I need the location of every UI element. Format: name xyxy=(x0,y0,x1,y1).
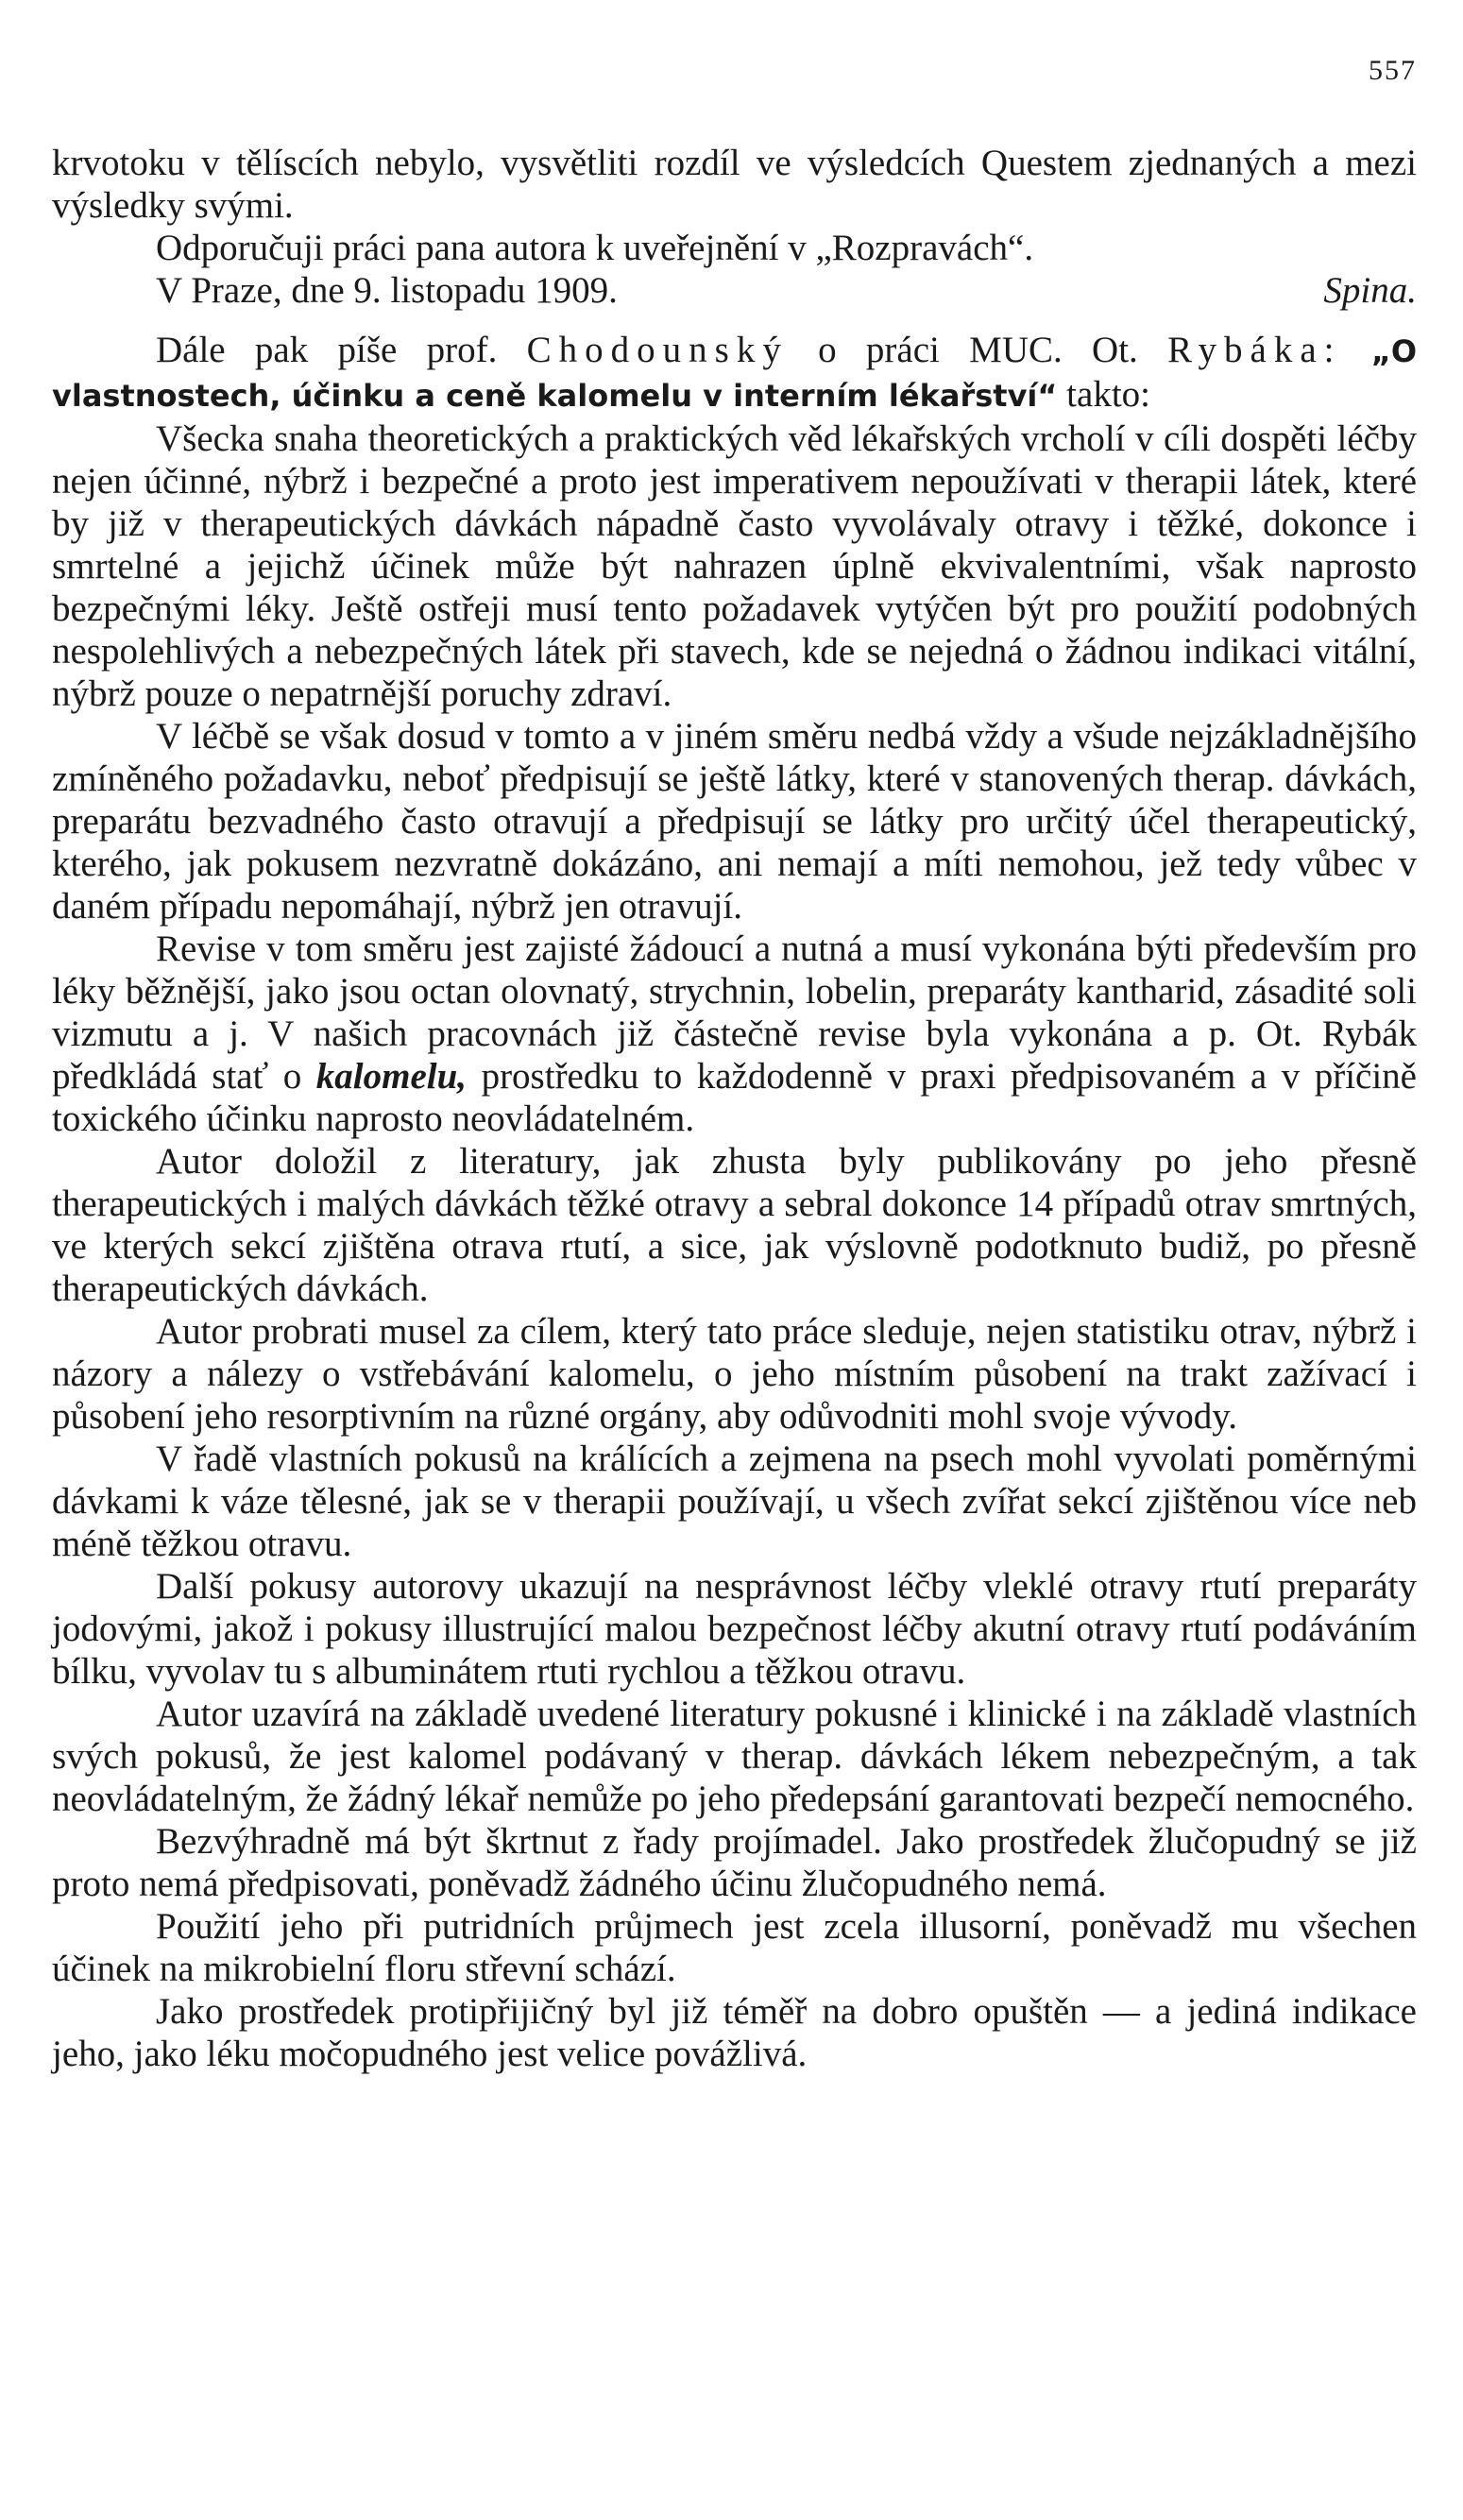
paragraph: Použití jeho při putridních průjmech jest zcela illusorní, poněvadž mu všechen účinek na mikrobielní floru střevní schází. xyxy=(52,1906,1417,1989)
author-name: Rybáka: xyxy=(1167,330,1342,370)
revise-text-before: Revise v tom směru jest zajisté žádoucí a nutná a musí vykonána býti především pro léky běžnější, jako jsou octan olovnatý, strychnin, lobelin, preparáty kantharid, zásadité soli vizmutu a j. V našich pracovnách již částečně revise byla vykonána a p. Ot. Rybák předkládá stať o xyxy=(52,928,1417,1097)
opening-paragraph: krvotoku v tělíscích nebylo, vysvětliti rozdíl ve výsledcích Questem zjednaných a mezi výsledky svými. xyxy=(52,143,1417,226)
page-number: 557 xyxy=(1369,55,1417,86)
place-date: V Praze, dne 9. listopadu 1909. xyxy=(156,270,618,311)
work-title: „O vlastnostech, účinku a ceně kalomelu v interním lékařství“ xyxy=(52,333,1418,414)
paragraph: Autor doložil z literatury, jak zhusta byly publikovány po jeho přesně therapeutických i malých dávkách těžké otravy a sebral dokonce 14 případů otrav smrtných, ve kterých sekcí zjištěna otrava rtutí, a sice, jak výslovně podotknuto budiž, po přesně therapeutických dávkách. xyxy=(52,1141,1417,1309)
signature: Spina. xyxy=(1323,270,1417,311)
body-text xyxy=(52,142,1417,2075)
place-date-signature xyxy=(52,269,1417,312)
paragraph: V léčbě se však dosud v tomto a v jiném směru nedbá vždy a všude nejzákladnějšího zmíněného požadavku, neboť předpisují se ještě látky, které v stanovených therap. dávkách, preparátu bezvadného často otravují a předpisují se látky pro určitý účel therapeutický, kterého, jak pokusem nezvratně dokázáno, ani nemají a míti nemohou, jež tedy vůbec v daném případu nepomáhají, nýbrž jen otravují. xyxy=(52,716,1417,927)
paragraph: Jako prostředek protipřijičný byl již téměř na dobro opuštěn — a jediná indikace jeho, jako léku močopudného jest velice povážlivá. xyxy=(52,1991,1417,2074)
second-review-intro xyxy=(52,329,1417,417)
intro-middle: o práci MUC. Ot. xyxy=(818,330,1138,370)
paragraph: Autor uzavírá na základě uvedené literatury pokusné i klinické i na základě vlastních svých pokusů, že jest kalomel podávaný v therap. dávkách lékem nebezpečným, a tak neovládatelným, že žádný lékař nemůže po jeho předepsání garantovati bezpečí nemocného. xyxy=(52,1694,1417,1819)
paragraph: Další pokusy autorovy ukazují na nesprávnost léčby vleklé otravy rtutí preparáty jodovými, jakož i pokusy illustrující malou bezpečnost léčby akutní otravy rtutí podáváním bílku, vyvolav tu s albuminátem rtuti rychlou a těžkou otravu. xyxy=(52,1566,1417,1692)
paragraph: Autor probrati musel za cílem, který tato práce sleduje, nejen statistiku otrav, nýbrž i názory a nálezy o vstřebávání kalomelu, o jeho místním působení na trakt zažívací i působení jeho resorptivním na různé orgány, aby odůvodniti mohl svoje vývody. xyxy=(52,1311,1417,1437)
revise-paragraph xyxy=(52,928,1417,1140)
revise-text-after: prostředku to každodenně v praxi předpisovaném a v příčině toxického účinku naprosto neovládatelném. xyxy=(52,1056,1417,1139)
intro-after-title: takto: xyxy=(1066,374,1150,415)
intro-before-name: Dále pak píše prof. xyxy=(156,330,498,370)
paragraph: V řadě vlastních pokusů na králících a zejmena na psech mohl vyvolati poměrnými dávkami k váze tělesné, jak se v therapii používají, u všech zvířat sekcí zjištěnou více neb méně těžkou otravu. xyxy=(52,1439,1417,1564)
paragraph: Všecka snaha theoretických a praktických věd lékařských vrcholí v cíli dospěti léčby nejen účinné, nýbrž i bezpečné a proto jest imperativem nepoužívati v therapii látek, které by již v therapeutických dávkách nápadně často vyvolávaly otravy i těžké, dokonce i smrtelné a jejichž účinek může být nahrazen úplně ekvivalentními, však naprosto bezpečnými léky. Ještě ostřeji musí tento požadavek vytýčen být pro použití podobných nespolehlivých a nebezpečných látek při stavech, kde se nejedná o žádnou indikaci vitální, nýbrž pouze o nepatrnější poruchy zdraví. xyxy=(52,418,1417,714)
paragraph: Bezvýhradně má být škrtnut z řady projímadel. Jako prostředek žlučopudný se již proto nemá předpisovati, poněvadž žádného účinu žlučopudného nemá. xyxy=(52,1821,1417,1904)
kalomel-term: kalomelu, xyxy=(315,1056,468,1097)
recommendation-line: Odporučuji práci pana autora k uveřejnění v „Rozpravách“. xyxy=(156,228,1034,268)
reviewer-name: Chodounský xyxy=(526,330,789,370)
